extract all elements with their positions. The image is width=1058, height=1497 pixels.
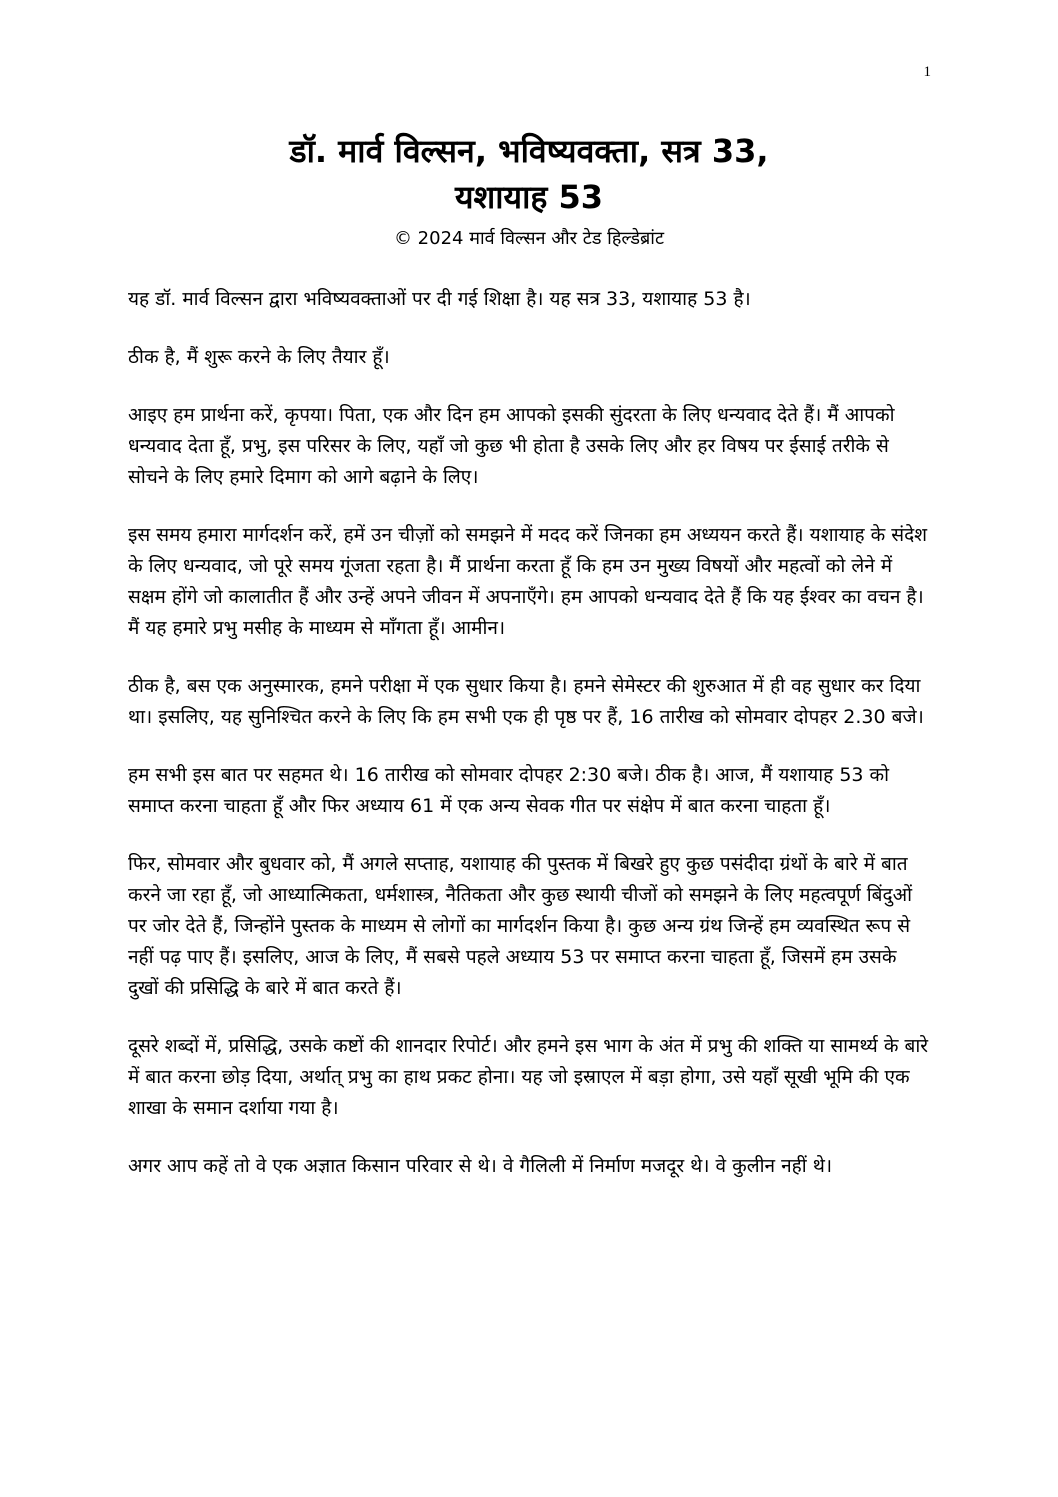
document-body bbox=[128, 284, 928, 1209]
paragraph-7: फिर, सोमवार और बुधवार को, मैं अगले सप्ताह, यशायाह की पुस्तक में बिखरे हुए कुछ पसंदीदा ग्रंथों के बारे में बात करने जा रहा हूँ, जो आध्यात्मिकता, धर्मशास्त्र, नैतिकता और कुछ स्थायी चीजों को समझने के लिए महत्वपूर्ण बिंदुओं पर जोर देते हैं, जिन्होंने पुस्तक के माध्यम से लोगों का मार्गदर्शन किया है। कुछ अन्य ग्रंथ जिन्हें हम व्यवस्थित रूप से नहीं पढ़ पाए हैं। इसलिए, आज के लिए, मैं सबसे पहले अध्याय 53 पर समाप्त करना चाहता हूँ, जिसमें हम उसके दुखों की प्रसिद्धि के बारे में बात करते हैं। bbox=[128, 853, 913, 999]
paragraph-4: इस समय हमारा मार्गदर्शन करें, हमें उन चीज़ों को समझने में मदद करें जिनका हम अध्ययन करते हैं। यशायाह के संदेश के लिए धन्यवाद, जो पूरे समय गूंजता रहता है। मैं प्रार्थना करता हूँ कि हम उन मुख्य विषयों और महत्वों को लेने में सक्षम होंगे जो कालातीत हैं और उन्हें अपने जीवन में अपनाएँगे। हम आपको धन्यवाद देते हैं कि यह ईश्वर का वचन है। मैं यह हमारे प्रभु मसीह के माध्यम से माँगता हूँ। आमीन। bbox=[128, 524, 928, 639]
paragraph-2: ठीक है, मैं शुरू करने के लिए तैयार हूँ। bbox=[128, 346, 390, 368]
paragraph-8: दूसरे शब्दों में, प्रसिद्धि, उसके कष्टों की शानदार रिपोर्ट। और हमने इस भाग के अंत में प्रभु की शक्ति या सामर्थ्य के बारे में बात करना छोड़ दिया, अर्थात् प्रभु का हाथ प्रकट होना। यह जो इस्राएल में बड़ा होगा, उसे यहाँ सूखी भूमि की एक शाखा के समान दर्शाया गया है। bbox=[128, 1035, 929, 1119]
copyright-notice: © 2024 मार्व विल्सन और टेड हिल्डेब्रांट bbox=[393, 228, 665, 249]
page-number: 1 bbox=[923, 64, 931, 80]
title-block bbox=[0, 128, 1058, 252]
document-title-line-2: यशायाह 53 bbox=[454, 178, 604, 216]
paragraph-3: आइए हम प्रार्थना करें, कृपया। पिता, एक और दिन हम आपको इसकी सुंदरता के लिए धन्यवाद देते हैं। मैं आपको धन्यवाद देता हूँ, प्रभु, इस परिसर के लिए, यहाँ जो कुछ भी होता है उसके लिए और हर विषय पर ईसाई तरीके से सोचने के लिए हमारे दिमाग को आगे बढ़ाने के लिए। bbox=[128, 404, 895, 488]
paragraph-6: हम सभी इस बात पर सहमत थे। 16 तारीख को सोमवार दोपहर 2:30 बजे। ठीक है। आज, मैं यशायाह 53 को समाप्त करना चाहता हूँ और फिर अध्याय 61 में एक अन्य सेवक गीत पर संक्षेप में बात करना चाहता हूँ। bbox=[128, 764, 890, 817]
paragraph-9: अगर आप कहें तो वे एक अज्ञात किसान परिवार से थे। वे गैलिली में निर्माण मजदूर थे। वे कुलीन नहीं थे। bbox=[128, 1155, 833, 1177]
paragraph-1: यह डॉ. मार्व विल्सन द्वारा भविष्यवक्ताओं पर दी गई शिक्षा है। यह सत्र 33, यशायाह 53 है। bbox=[128, 288, 751, 310]
paragraph-5: ठीक है, बस एक अनुस्मारक, हमने परीक्षा में एक सुधार किया है। हमने सेमेस्टर की शुरुआत में ही वह सुधार कर दिया था। इसलिए, यह सुनिश्चित करने के लिए कि हम सभी एक ही पृष्ठ पर हैं, 16 तारीख को सोमवार दोपहर 2.30 बजे। bbox=[128, 675, 924, 728]
document-title-line-1: डॉ. मार्व विल्सन, भविष्यवक्ता, सत्र 33, bbox=[289, 132, 769, 170]
